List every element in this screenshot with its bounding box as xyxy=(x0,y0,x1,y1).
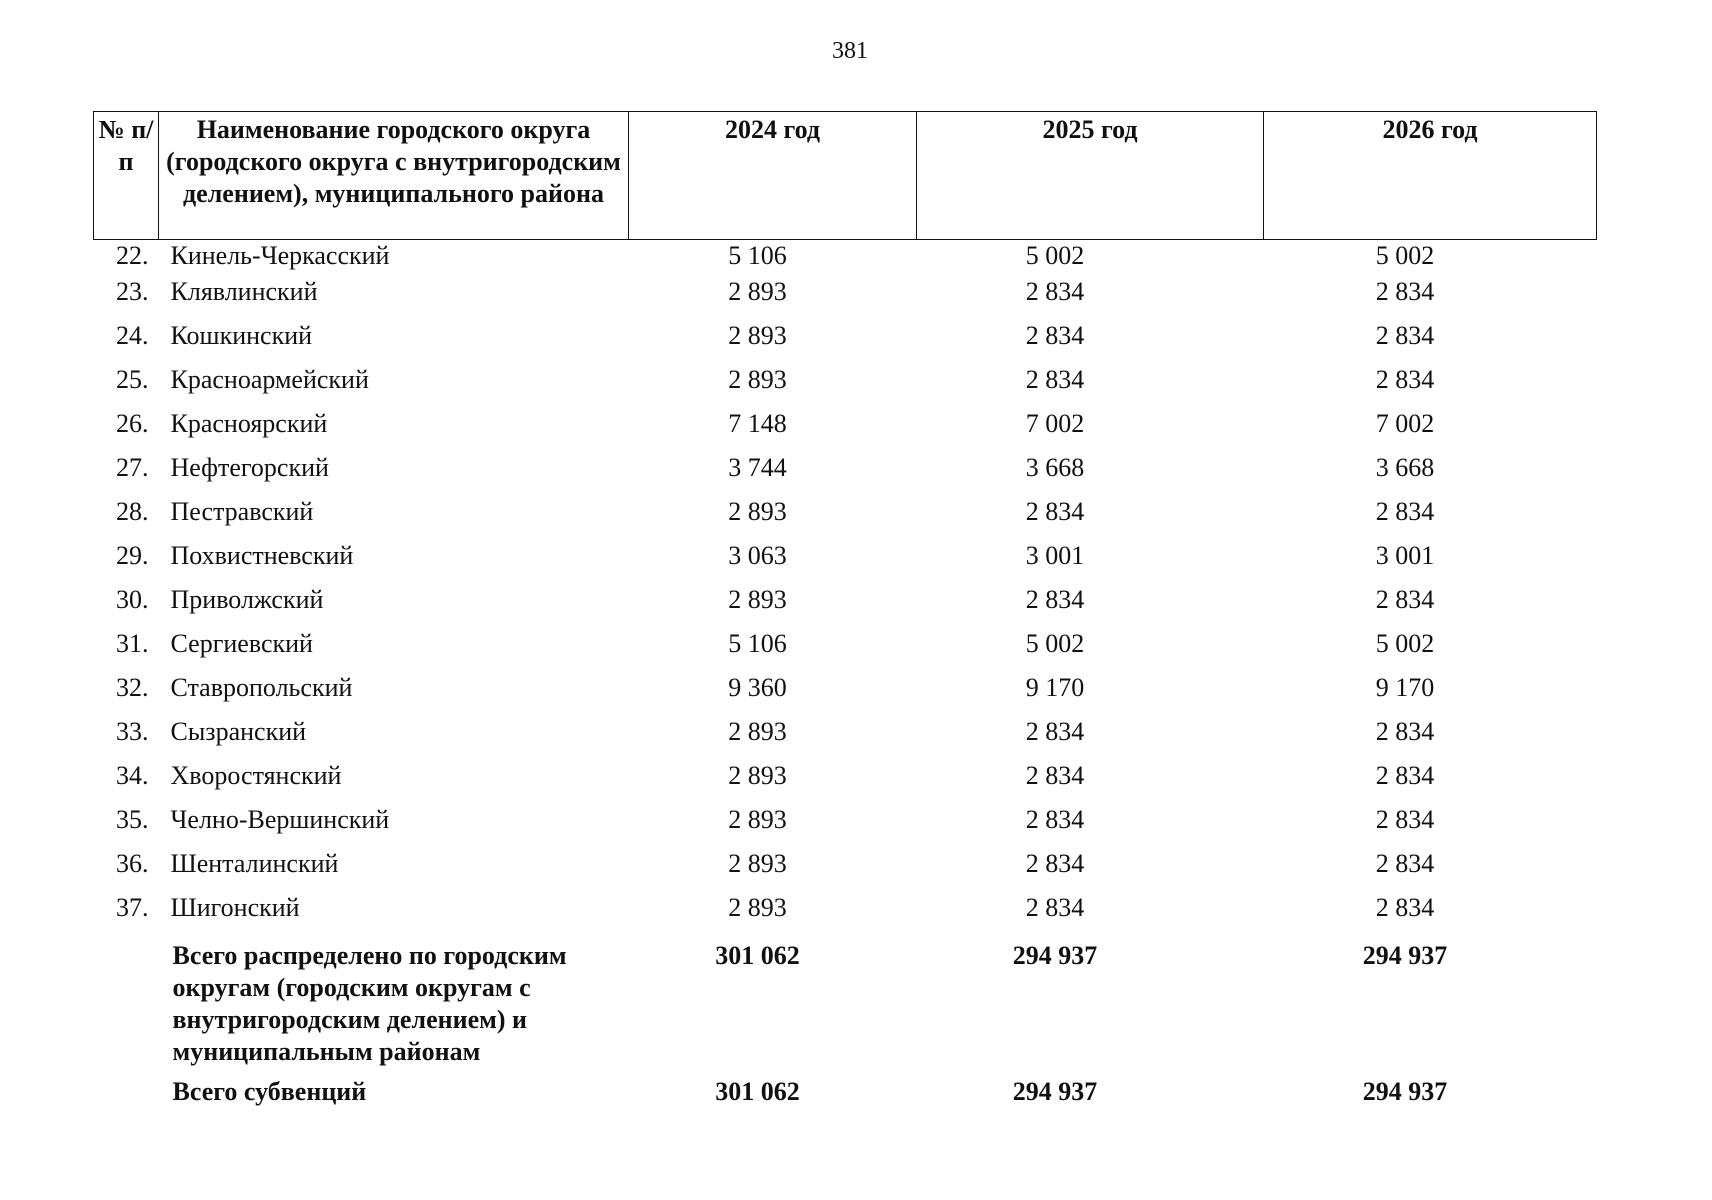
header-2024: 2024 год xyxy=(629,112,917,240)
row-number: 36. xyxy=(116,849,149,878)
table-row xyxy=(94,276,1597,320)
value-2026: 2 834 xyxy=(1375,761,1435,790)
value-2026: 7 002 xyxy=(1375,409,1435,438)
value-2025: 2 834 xyxy=(1025,321,1085,350)
table-row xyxy=(94,716,1597,760)
value-2025: 2 834 xyxy=(1025,365,1085,394)
district-name: Шенталинский xyxy=(170,849,339,878)
row-number: 23. xyxy=(116,277,149,306)
value-2026: 2 834 xyxy=(1375,805,1435,834)
header-row xyxy=(94,112,1597,240)
value-2024: 7 148 xyxy=(728,409,787,438)
row-number: 35. xyxy=(116,805,149,834)
value-2024: 2 893 xyxy=(728,277,787,306)
total-2025: 294 937 xyxy=(1012,941,1098,970)
header-2025: 2025 год xyxy=(917,112,1264,240)
total-2024: 301 062 xyxy=(715,941,800,970)
table-row xyxy=(94,760,1597,804)
value-2025: 2 834 xyxy=(1025,277,1085,306)
table-row xyxy=(94,804,1597,848)
table-row xyxy=(94,452,1597,496)
value-2024: 5 106 xyxy=(728,241,787,270)
value-2026: 2 834 xyxy=(1375,849,1435,878)
row-number: 26. xyxy=(116,409,149,438)
value-2024: 3 063 xyxy=(728,541,787,570)
table-row xyxy=(94,540,1597,584)
header-2026: 2026 год xyxy=(1264,112,1597,240)
row-number: 22. xyxy=(116,241,149,270)
row-number: 29. xyxy=(116,541,149,570)
value-2026: 2 834 xyxy=(1375,585,1435,614)
value-2026: 5 002 xyxy=(1375,241,1435,270)
value-2025: 2 834 xyxy=(1025,761,1085,790)
value-2024: 2 893 xyxy=(728,321,787,350)
value-2025: 2 834 xyxy=(1025,717,1085,746)
table-row xyxy=(94,584,1597,628)
value-2025: 2 834 xyxy=(1025,497,1085,526)
value-2024: 2 893 xyxy=(728,365,787,394)
district-name: Красноармейский xyxy=(170,365,369,394)
value-2024: 2 893 xyxy=(728,761,787,790)
district-name: Красноярский xyxy=(170,409,328,438)
district-name: Челно-Вершинский xyxy=(170,805,390,834)
district-name: Кинель-Черкасский xyxy=(170,241,390,270)
total-2026: 294 937 xyxy=(1362,1077,1448,1106)
total-2026: 294 937 xyxy=(1362,941,1448,970)
table-row xyxy=(94,320,1597,364)
row-number: 25. xyxy=(116,365,149,394)
value-2026: 2 834 xyxy=(1375,321,1435,350)
value-2026: 3 668 xyxy=(1375,453,1435,482)
value-2024: 2 893 xyxy=(728,849,787,878)
row-number: 30. xyxy=(116,585,149,614)
value-2025: 3 001 xyxy=(1025,541,1085,570)
table-row xyxy=(94,240,1597,277)
value-2025: 2 834 xyxy=(1025,893,1085,922)
district-name: Похвистневский xyxy=(170,541,354,570)
value-2026: 2 834 xyxy=(1375,365,1435,394)
value-2025: 3 668 xyxy=(1025,453,1085,482)
district-name: Нефтегорский xyxy=(170,453,329,482)
value-2026: 3 001 xyxy=(1375,541,1435,570)
value-2024: 5 106 xyxy=(728,629,787,658)
total-distributed-row xyxy=(94,936,1597,1072)
total-number-empty xyxy=(94,1072,159,1116)
district-name: Приволжский xyxy=(170,585,324,614)
total-number-empty xyxy=(94,936,159,1072)
total-label: Всего распределено по городским округам (городским округам с внутригородским делением) и муниципальным районам xyxy=(172,941,567,1066)
district-name: Сергиевский xyxy=(170,629,313,658)
district-name: Кошкинский xyxy=(170,321,313,350)
total-2025: 294 937 xyxy=(1012,1077,1098,1106)
table-row xyxy=(94,892,1597,936)
value-2025: 5 002 xyxy=(1025,241,1085,270)
table-row xyxy=(94,408,1597,452)
table-row xyxy=(94,672,1597,716)
value-2024: 2 893 xyxy=(728,717,787,746)
value-2026: 2 834 xyxy=(1375,497,1435,526)
header-num: № п/п xyxy=(94,112,159,240)
table-row xyxy=(94,364,1597,408)
table-row xyxy=(94,628,1597,672)
row-number: 27. xyxy=(116,453,149,482)
subvention-table xyxy=(93,111,1597,1116)
value-2024: 9 360 xyxy=(728,673,787,702)
value-2024: 2 893 xyxy=(728,805,787,834)
district-name: Сызранский xyxy=(170,717,307,746)
page-number: 381 xyxy=(832,38,868,64)
table-row xyxy=(94,496,1597,540)
value-2025: 7 002 xyxy=(1025,409,1085,438)
district-name: Клявлинский xyxy=(170,277,318,306)
value-2024: 2 893 xyxy=(728,497,787,526)
row-number: 32. xyxy=(116,673,149,702)
district-name: Пестравский xyxy=(170,497,314,526)
value-2026: 2 834 xyxy=(1375,893,1435,922)
value-2025: 2 834 xyxy=(1025,805,1085,834)
value-2026: 2 834 xyxy=(1375,277,1435,306)
value-2026: 5 002 xyxy=(1375,629,1435,658)
value-2026: 9 170 xyxy=(1375,673,1435,702)
table-body xyxy=(94,240,1597,1117)
district-name: Ставропольский xyxy=(170,673,353,702)
row-number: 31. xyxy=(116,629,149,658)
value-2025: 9 170 xyxy=(1025,673,1085,702)
row-number: 24. xyxy=(116,321,149,350)
value-2026: 2 834 xyxy=(1375,717,1435,746)
value-2025: 5 002 xyxy=(1025,629,1085,658)
value-2025: 2 834 xyxy=(1025,585,1085,614)
district-name: Хворостянский xyxy=(170,761,342,790)
header-name: Наименование городского округа (городского округа с внутригородским делением), муниципального района xyxy=(159,112,629,240)
row-number: 33. xyxy=(116,717,149,746)
total-subventions-row xyxy=(94,1072,1597,1116)
value-2024: 3 744 xyxy=(728,453,787,482)
total-label: Всего субвенций xyxy=(172,1077,367,1106)
value-2024: 2 893 xyxy=(728,585,787,614)
value-2024: 2 893 xyxy=(728,893,787,922)
table-header xyxy=(94,112,1597,240)
row-number: 28. xyxy=(116,497,149,526)
district-name: Шигонский xyxy=(170,893,300,922)
table-row xyxy=(94,848,1597,892)
total-2024: 301 062 xyxy=(715,1077,800,1106)
row-number: 37. xyxy=(116,893,149,922)
value-2025: 2 834 xyxy=(1025,849,1085,878)
row-number: 34. xyxy=(116,761,149,790)
